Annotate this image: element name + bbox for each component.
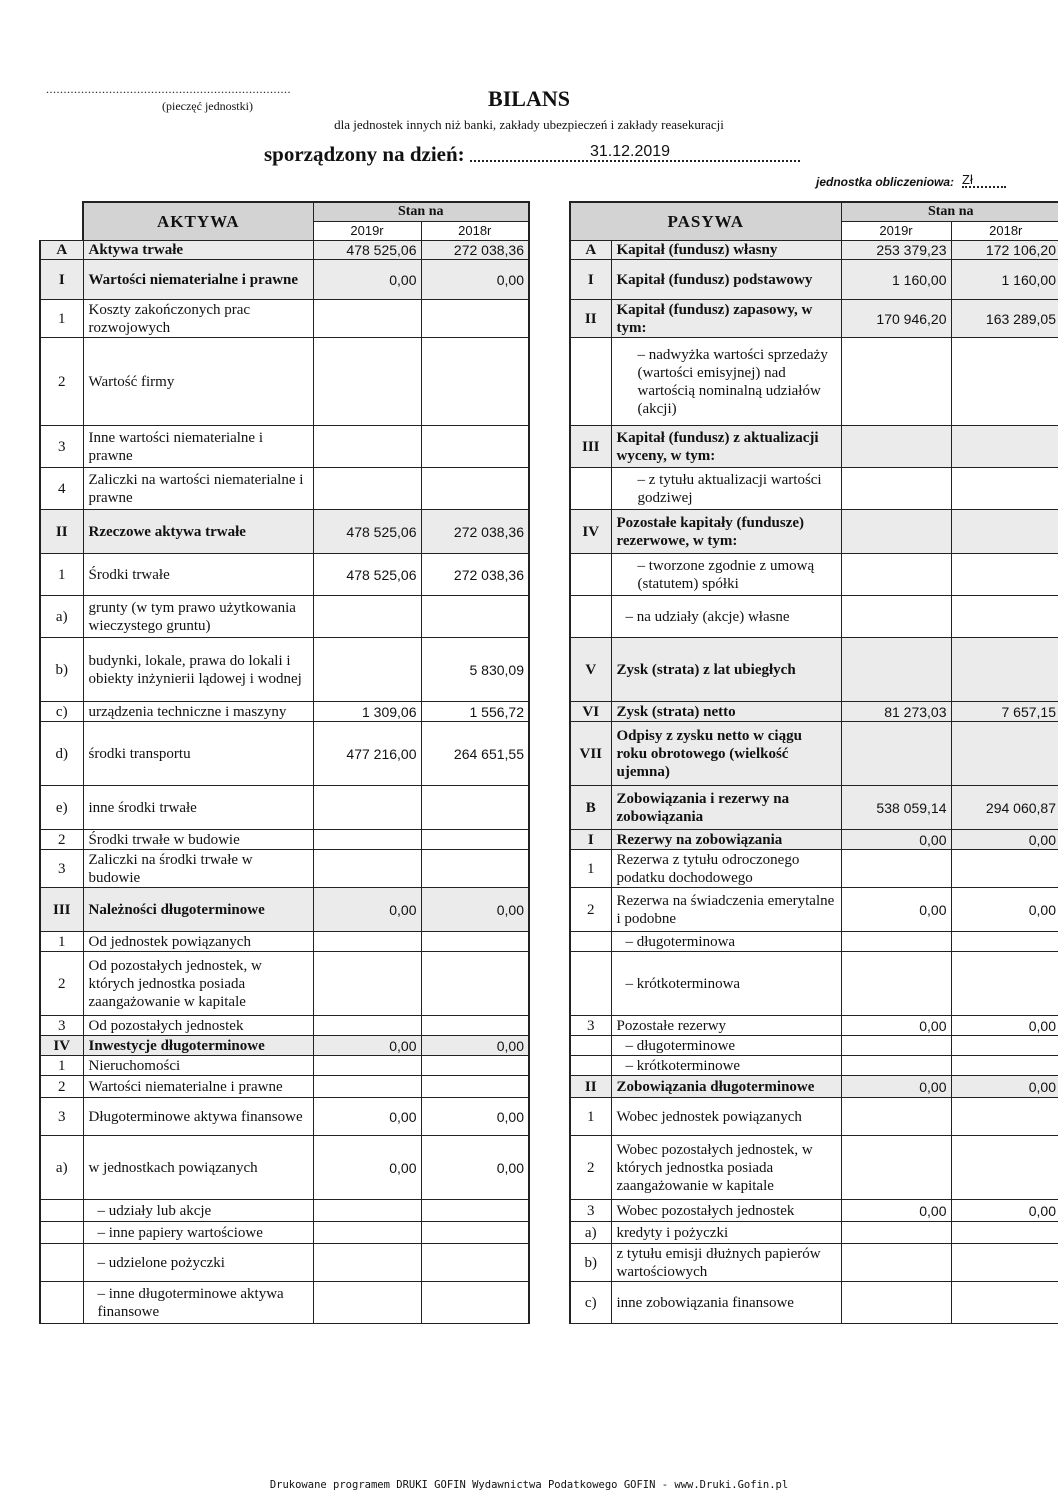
pasywa-value-2019: 0,00 bbox=[841, 1016, 951, 1036]
stamp-dots: ...................................................................... bbox=[46, 82, 291, 96]
pasywa-row-index: c) bbox=[570, 1282, 611, 1324]
pasywa-row-index: 3 bbox=[570, 1200, 611, 1222]
aktywa-row-label: inne środki trwałe bbox=[83, 786, 313, 830]
aktywa-row-label: Środki trwałe bbox=[83, 554, 313, 596]
aktywa-value-2018 bbox=[421, 1222, 529, 1244]
pasywa-value-2018: 0,00 bbox=[951, 1076, 1058, 1098]
aktywa-row-label: Długoterminowe aktywa finansowe bbox=[83, 1098, 313, 1136]
aktywa-value-2018 bbox=[421, 1076, 529, 1098]
aktywa-row-index: 3 bbox=[40, 426, 83, 468]
aktywa-row-index: 4 bbox=[40, 468, 83, 510]
aktywa-row-label: urządzenia techniczne i maszyny bbox=[83, 702, 313, 722]
pasywa-row-label: Zysk (strata) netto bbox=[611, 702, 841, 722]
pasywa-row-index bbox=[570, 932, 611, 952]
column-gap bbox=[529, 850, 570, 888]
pasywa-value-2018: 172 106,20 bbox=[951, 241, 1058, 260]
aktywa-row-index: c) bbox=[40, 702, 83, 722]
aktywa-row-label: budynki, lokale, prawa do lokali i obiekty inżynierii lądowej i wodnej bbox=[83, 638, 313, 702]
pasywa-value-2018 bbox=[951, 1136, 1058, 1200]
table-row bbox=[40, 932, 1058, 952]
column-gap bbox=[529, 1098, 570, 1136]
pasywa-value-2018 bbox=[951, 1282, 1058, 1324]
pasywa-row-label: inne zobowiązania finansowe bbox=[611, 1282, 841, 1324]
pasywa-row-index: B bbox=[570, 786, 611, 830]
table-row bbox=[40, 888, 1058, 932]
table-row bbox=[40, 510, 1058, 554]
aktywa-row-label: – inne papiery wartościowe bbox=[83, 1222, 313, 1244]
pasywa-value-2018 bbox=[951, 1244, 1058, 1282]
table-row bbox=[40, 1036, 1058, 1056]
pasywa-value-2019 bbox=[841, 554, 951, 596]
aktywa-value-2018: 1 556,72 bbox=[421, 702, 529, 722]
pasywa-row-label: – długoterminowe bbox=[611, 1036, 841, 1056]
column-gap bbox=[529, 1282, 570, 1324]
pasywa-row-label: Rezerwa z tytułu odroczonego podatku dochodowego bbox=[611, 850, 841, 888]
pasywa-value-2018: 0,00 bbox=[951, 1016, 1058, 1036]
aktywa-value-2018: 272 038,36 bbox=[421, 554, 529, 596]
column-gap bbox=[529, 888, 570, 932]
unit-dotted-line bbox=[962, 182, 1006, 188]
table-row bbox=[40, 468, 1058, 510]
column-gap bbox=[529, 1222, 570, 1244]
aktywa-value-2019 bbox=[313, 1222, 421, 1244]
pasywa-value-2018: 294 060,87 bbox=[951, 786, 1058, 830]
document-title: BILANS bbox=[488, 86, 570, 111]
aktywa-row-index: III bbox=[40, 888, 83, 932]
pasywa-value-2019: 1 160,00 bbox=[841, 260, 951, 300]
aktywa-value-2018: 0,00 bbox=[421, 888, 529, 932]
pasywa-row-label: Rezerwa na świadczenia emerytalne i podobne bbox=[611, 888, 841, 932]
aktywa-row-index: 2 bbox=[40, 952, 83, 1016]
aktywa-value-2018 bbox=[421, 1282, 529, 1324]
pasywa-row-index: VII bbox=[570, 722, 611, 786]
column-gap bbox=[529, 1056, 570, 1076]
table-row bbox=[40, 952, 1058, 1016]
pasywa-row-label: – długoterminowa bbox=[611, 932, 841, 952]
aktywa-row-label: Od pozostałych jednostek, w których jednostka posiada zaangażowanie w kapitale bbox=[83, 952, 313, 1016]
aktywa-value-2018: 272 038,36 bbox=[421, 241, 529, 260]
pasywa-row-label: – na udziały (akcje) własne bbox=[611, 596, 841, 638]
aktywa-row-label: środki transportu bbox=[83, 722, 313, 786]
pasywa-row-index: 3 bbox=[570, 1016, 611, 1036]
aktywa-value-2018 bbox=[421, 850, 529, 888]
pasywa-row-label: Kapitał (fundusz) własny bbox=[611, 241, 841, 260]
aktywa-value-2018 bbox=[421, 426, 529, 468]
pasywa-row-label: Odpisy z zysku netto w ciągu roku obrotowego (wielkość ujemna) bbox=[611, 722, 841, 786]
pasywa-row-label: Zobowiązania długoterminowe bbox=[611, 1076, 841, 1098]
pasywa-value-2018: 0,00 bbox=[951, 888, 1058, 932]
pasywa-value-2018 bbox=[951, 1098, 1058, 1136]
aktywa-value-2019: 0,00 bbox=[313, 1136, 421, 1200]
pasywa-row-label: – tworzone zgodnie z umową (statutem) spółki bbox=[611, 554, 841, 596]
pasywa-row-index: 1 bbox=[570, 1098, 611, 1136]
aktywa-row-label: Nieruchomości bbox=[83, 1056, 313, 1076]
aktywa-row-label: Aktywa trwałe bbox=[83, 241, 313, 260]
aktywa-row-label: Wartość firmy bbox=[83, 338, 313, 426]
pasywa-value-2019 bbox=[841, 850, 951, 888]
pasywa-row-index: III bbox=[570, 426, 611, 468]
aktywa-row-index: a) bbox=[40, 1136, 83, 1200]
aktywa-value-2018 bbox=[421, 596, 529, 638]
footer: Drukowane programem DRUKI GOFIN Wydawnictwa Podatkowego GOFIN - www.Druki.Gofin.pl bbox=[269, 1479, 789, 1491]
aktywa-row-index: a) bbox=[40, 596, 83, 638]
pasywa-value-2019 bbox=[841, 426, 951, 468]
stamp-label: (pieczęć jednostki) bbox=[162, 99, 253, 113]
aktywa-value-2019 bbox=[313, 1076, 421, 1098]
aktywa-row-label: Środki trwałe w budowie bbox=[83, 830, 313, 850]
pasywa-value-2019 bbox=[841, 468, 951, 510]
pasywa-row-index: b) bbox=[570, 1244, 611, 1282]
aktywa-row-index bbox=[40, 1244, 83, 1282]
pasywa-row-index bbox=[570, 338, 611, 426]
pasywa-value-2018 bbox=[951, 932, 1058, 952]
aktywa-value-2019: 478 525,06 bbox=[313, 241, 421, 260]
pasywa-value-2018 bbox=[951, 554, 1058, 596]
table-row bbox=[40, 1076, 1058, 1098]
pasywa-value-2018 bbox=[951, 952, 1058, 1016]
pasywa-value-2018: 7 657,15 bbox=[951, 702, 1058, 722]
aktywa-value-2018: 0,00 bbox=[421, 1098, 529, 1136]
pasywa-value-2019: 538 059,14 bbox=[841, 786, 951, 830]
table-row bbox=[40, 1016, 1058, 1036]
table-row bbox=[40, 338, 1058, 426]
aktywa-value-2019 bbox=[313, 300, 421, 338]
aktywa-value-2019 bbox=[313, 338, 421, 426]
aktywa-row-index: 3 bbox=[40, 1098, 83, 1136]
pasywa-value-2019 bbox=[841, 952, 951, 1016]
column-gap bbox=[529, 338, 570, 426]
column-gap bbox=[529, 1136, 570, 1200]
column-gap bbox=[529, 1036, 570, 1056]
aktywa-value-2018 bbox=[421, 338, 529, 426]
pasywa-value-2018: 1 160,00 bbox=[951, 260, 1058, 300]
aktywa-stan-header: Stan na bbox=[313, 202, 529, 222]
aktywa-row-index bbox=[40, 1222, 83, 1244]
aktywa-value-2018 bbox=[421, 932, 529, 952]
aktywa-value-2019: 0,00 bbox=[313, 1036, 421, 1056]
pasywa-row-label: Kapitał (fundusz) zapasowy, w tym: bbox=[611, 300, 841, 338]
column-gap bbox=[529, 932, 570, 952]
column-gap bbox=[529, 554, 570, 596]
aktywa-value-2019 bbox=[313, 952, 421, 1016]
aktywa-row-label: w jednostkach powiązanych bbox=[83, 1136, 313, 1200]
aktywa-value-2018 bbox=[421, 300, 529, 338]
aktywa-row-index: 2 bbox=[40, 338, 83, 426]
pasywa-value-2018 bbox=[951, 1036, 1058, 1056]
pasywa-row-index: 1 bbox=[570, 850, 611, 888]
column-gap bbox=[529, 952, 570, 1016]
pasywa-value-2019: 0,00 bbox=[841, 888, 951, 932]
pasywa-year-2019: 2019r bbox=[841, 222, 951, 241]
aktywa-row-index: b) bbox=[40, 638, 83, 702]
column-gap bbox=[529, 638, 570, 702]
table-row bbox=[40, 1200, 1058, 1222]
pasywa-row-label: Zysk (strata) z lat ubiegłych bbox=[611, 638, 841, 702]
pasywa-value-2018: 0,00 bbox=[951, 830, 1058, 850]
aktywa-value-2019 bbox=[313, 850, 421, 888]
aktywa-row-index: 3 bbox=[40, 1016, 83, 1036]
pasywa-row-index bbox=[570, 1056, 611, 1076]
column-gap bbox=[529, 510, 570, 554]
aktywa-value-2018: 272 038,36 bbox=[421, 510, 529, 554]
pasywa-value-2019 bbox=[841, 638, 951, 702]
pasywa-value-2018: 0,00 bbox=[951, 1200, 1058, 1222]
aktywa-row-index: 1 bbox=[40, 1056, 83, 1076]
aktywa-value-2019 bbox=[313, 932, 421, 952]
column-gap bbox=[529, 1244, 570, 1282]
aktywa-row-index: I bbox=[40, 260, 83, 300]
aktywa-year-2019: 2019r bbox=[313, 222, 421, 241]
pasywa-value-2018 bbox=[951, 468, 1058, 510]
table-row bbox=[40, 830, 1058, 850]
aktywa-row-index: d) bbox=[40, 722, 83, 786]
pasywa-value-2019: 253 379,23 bbox=[841, 241, 951, 260]
pasywa-stan-header: Stan na bbox=[841, 202, 1058, 222]
pasywa-value-2019 bbox=[841, 1056, 951, 1076]
table-row bbox=[40, 850, 1058, 888]
aktywa-row-index: A bbox=[40, 241, 83, 260]
pasywa-value-2019 bbox=[841, 596, 951, 638]
pasywa-value-2018 bbox=[951, 426, 1058, 468]
aktywa-value-2018: 0,00 bbox=[421, 1036, 529, 1056]
pasywa-row-index: II bbox=[570, 300, 611, 338]
aktywa-header: AKTYWA bbox=[83, 202, 313, 241]
aktywa-value-2018: 5 830,09 bbox=[421, 638, 529, 702]
aktywa-row-label: Od pozostałych jednostek bbox=[83, 1016, 313, 1036]
pasywa-row-label: kredyty i pożyczki bbox=[611, 1222, 841, 1244]
aktywa-year-2018: 2018r bbox=[421, 222, 529, 241]
pasywa-value-2018 bbox=[951, 1222, 1058, 1244]
aktywa-row-index: 3 bbox=[40, 850, 83, 888]
pasywa-value-2019 bbox=[841, 1136, 951, 1200]
aktywa-row-label: Wartości niematerialne i prawne bbox=[83, 260, 313, 300]
unit-label: jednostka obliczeniowa: bbox=[816, 175, 955, 189]
pasywa-value-2019 bbox=[841, 510, 951, 554]
pasywa-value-2019 bbox=[841, 1244, 951, 1282]
pasywa-value-2018 bbox=[951, 1056, 1058, 1076]
pasywa-value-2018 bbox=[951, 722, 1058, 786]
column-gap bbox=[529, 468, 570, 510]
pasywa-value-2018 bbox=[951, 638, 1058, 702]
pasywa-value-2018 bbox=[951, 338, 1058, 426]
aktywa-value-2019 bbox=[313, 830, 421, 850]
column-gap bbox=[529, 241, 570, 260]
aktywa-row-index bbox=[40, 1282, 83, 1324]
table-row bbox=[40, 300, 1058, 338]
aktywa-value-2018 bbox=[421, 786, 529, 830]
pasywa-value-2018 bbox=[951, 596, 1058, 638]
aktywa-row-label: Wartości niematerialne i prawne bbox=[83, 1076, 313, 1098]
pasywa-value-2019: 0,00 bbox=[841, 1076, 951, 1098]
aktywa-value-2018 bbox=[421, 1056, 529, 1076]
table-row bbox=[40, 1136, 1058, 1200]
aktywa-row-label: Koszty zakończonych prac rozwojowych bbox=[83, 300, 313, 338]
pasywa-row-label: Pozostałe kapitały (fundusze) rezerwowe, w tym: bbox=[611, 510, 841, 554]
pasywa-row-label: Rezerwy na zobowiązania bbox=[611, 830, 841, 850]
aktywa-row-label: Inne wartości niematerialne i prawne bbox=[83, 426, 313, 468]
aktywa-value-2019 bbox=[313, 638, 421, 702]
aktywa-row-label: Należności długoterminowe bbox=[83, 888, 313, 932]
pasywa-row-index bbox=[570, 554, 611, 596]
aktywa-row-index: 2 bbox=[40, 830, 83, 850]
aktywa-value-2019 bbox=[313, 1282, 421, 1324]
pasywa-row-index bbox=[570, 952, 611, 1016]
aktywa-row-index: 1 bbox=[40, 554, 83, 596]
pasywa-value-2018 bbox=[951, 850, 1058, 888]
aktywa-value-2019 bbox=[313, 596, 421, 638]
pasywa-row-label: Wobec jednostek powiązanych bbox=[611, 1098, 841, 1136]
pasywa-row-label: Wobec pozostałych jednostek, w których jednostka posiada zaangażowanie w kapitale bbox=[611, 1136, 841, 1200]
aktywa-value-2019 bbox=[313, 786, 421, 830]
pasywa-row-label: – krótkoterminowa bbox=[611, 952, 841, 1016]
pasywa-value-2018: 163 289,05 bbox=[951, 300, 1058, 338]
pasywa-row-index bbox=[570, 1036, 611, 1056]
table-row bbox=[40, 596, 1058, 638]
pasywa-row-index: A bbox=[570, 241, 611, 260]
aktywa-value-2018 bbox=[421, 1016, 529, 1036]
pasywa-header: PASYWA bbox=[570, 202, 841, 241]
table-row bbox=[40, 1222, 1058, 1244]
pasywa-row-label: – z tytułu aktualizacji wartości godziwej bbox=[611, 468, 841, 510]
unit-value: Zł bbox=[962, 172, 973, 187]
table-row bbox=[40, 1098, 1058, 1136]
table-row bbox=[40, 241, 1058, 260]
column-gap bbox=[529, 1200, 570, 1222]
pasywa-value-2019 bbox=[841, 722, 951, 786]
aktywa-value-2018: 0,00 bbox=[421, 260, 529, 300]
column-gap bbox=[529, 1076, 570, 1098]
aktywa-value-2019 bbox=[313, 426, 421, 468]
aktywa-row-index: 1 bbox=[40, 300, 83, 338]
pasywa-value-2019: 0,00 bbox=[841, 1200, 951, 1222]
aktywa-value-2019 bbox=[313, 468, 421, 510]
pasywa-year-2018: 2018r bbox=[951, 222, 1058, 241]
column-gap bbox=[529, 830, 570, 850]
aktywa-row-label: Zaliczki na środki trwałe w budowie bbox=[83, 850, 313, 888]
table-row bbox=[40, 554, 1058, 596]
pasywa-value-2019 bbox=[841, 1282, 951, 1324]
table-row bbox=[40, 638, 1058, 702]
aktywa-value-2019: 0,00 bbox=[313, 888, 421, 932]
table-row bbox=[40, 1244, 1058, 1282]
column-gap bbox=[529, 596, 570, 638]
column-gap bbox=[529, 786, 570, 830]
pasywa-row-index: IV bbox=[570, 510, 611, 554]
aktywa-row-label: – udzielone pożyczki bbox=[83, 1244, 313, 1282]
pasywa-row-label: Zobowiązania i rezerwy na zobowiązania bbox=[611, 786, 841, 830]
table-row bbox=[40, 786, 1058, 830]
aktywa-value-2018: 264 651,55 bbox=[421, 722, 529, 786]
pasywa-row-label: Pozostałe rezerwy bbox=[611, 1016, 841, 1036]
pasywa-row-index: I bbox=[570, 830, 611, 850]
aktywa-value-2019: 478 525,06 bbox=[313, 554, 421, 596]
aktywa-value-2018: 0,00 bbox=[421, 1136, 529, 1200]
aktywa-value-2019: 478 525,06 bbox=[313, 510, 421, 554]
document-subtitle: dla jednostek innych niż banki, zakłady ubezpieczeń i zakłady reasekuracji bbox=[334, 117, 724, 132]
pasywa-row-label: – nadwyżka wartości sprzedaży (wartości emisyjnej) nad wartością nominalną udziałów (akcji) bbox=[611, 338, 841, 426]
column-gap bbox=[529, 260, 570, 300]
aktywa-value-2019 bbox=[313, 1016, 421, 1036]
pasywa-value-2019 bbox=[841, 932, 951, 952]
table-row bbox=[40, 1056, 1058, 1076]
table-row bbox=[40, 426, 1058, 468]
date-value: 31.12.2019 bbox=[590, 143, 671, 160]
aktywa-row-label: Od jednostek powiązanych bbox=[83, 932, 313, 952]
aktywa-value-2019 bbox=[313, 1200, 421, 1222]
column-gap bbox=[529, 426, 570, 468]
pasywa-row-index: 2 bbox=[570, 1136, 611, 1200]
aktywa-row-label: – inne długoterminowe aktywa finansowe bbox=[83, 1282, 313, 1324]
pasywa-row-label: z tytułu emisji dłużnych papierów wartościowych bbox=[611, 1244, 841, 1282]
aktywa-value-2018 bbox=[421, 1200, 529, 1222]
pasywa-value-2019 bbox=[841, 338, 951, 426]
aktywa-value-2018 bbox=[421, 468, 529, 510]
aktywa-value-2019 bbox=[313, 1056, 421, 1076]
aktywa-row-label: grunty (w tym prawo użytkowania wieczystego gruntu) bbox=[83, 596, 313, 638]
aktywa-row-label: – udziały lub akcje bbox=[83, 1200, 313, 1222]
pasywa-row-index bbox=[570, 596, 611, 638]
pasywa-row-index: a) bbox=[570, 1222, 611, 1244]
pasywa-value-2018 bbox=[951, 510, 1058, 554]
column-gap bbox=[529, 1016, 570, 1036]
aktywa-row-index bbox=[40, 1200, 83, 1222]
table-row bbox=[40, 702, 1058, 722]
balance-sheet-table bbox=[39, 201, 1058, 1324]
column-gap bbox=[529, 702, 570, 722]
aktywa-value-2019: 1 309,06 bbox=[313, 702, 421, 722]
pasywa-value-2019 bbox=[841, 1098, 951, 1136]
aktywa-value-2019 bbox=[313, 1244, 421, 1282]
column-gap bbox=[529, 722, 570, 786]
aktywa-value-2019: 0,00 bbox=[313, 1098, 421, 1136]
pasywa-row-index bbox=[570, 468, 611, 510]
pasywa-row-index: 2 bbox=[570, 888, 611, 932]
date-label: sporządzony na dzień: bbox=[264, 142, 465, 166]
pasywa-value-2019: 0,00 bbox=[841, 830, 951, 850]
pasywa-row-label: Kapitał (fundusz) podstawowy bbox=[611, 260, 841, 300]
pasywa-row-label: Wobec pozostałych jednostek bbox=[611, 1200, 841, 1222]
aktywa-value-2019: 0,00 bbox=[313, 260, 421, 300]
aktywa-value-2018 bbox=[421, 952, 529, 1016]
pasywa-row-index: II bbox=[570, 1076, 611, 1098]
pasywa-row-label: Kapitał (fundusz) z aktualizacji wyceny, w tym: bbox=[611, 426, 841, 468]
aktywa-row-index: IV bbox=[40, 1036, 83, 1056]
aktywa-row-index: 1 bbox=[40, 932, 83, 952]
pasywa-row-index: VI bbox=[570, 702, 611, 722]
table-row bbox=[40, 722, 1058, 786]
pasywa-row-index: V bbox=[570, 638, 611, 702]
aktywa-row-index: e) bbox=[40, 786, 83, 830]
aktywa-value-2018 bbox=[421, 1244, 529, 1282]
table-row bbox=[40, 260, 1058, 300]
pasywa-value-2019 bbox=[841, 1222, 951, 1244]
aktywa-row-label: Zaliczki na wartości niematerialne i prawne bbox=[83, 468, 313, 510]
aktywa-row-index: 2 bbox=[40, 1076, 83, 1098]
pasywa-row-label: – krótkoterminowe bbox=[611, 1056, 841, 1076]
pasywa-value-2019 bbox=[841, 1036, 951, 1056]
aktywa-value-2018 bbox=[421, 830, 529, 850]
pasywa-value-2019: 81 273,03 bbox=[841, 702, 951, 722]
column-gap bbox=[529, 300, 570, 338]
pasywa-row-index: I bbox=[570, 260, 611, 300]
table-row bbox=[40, 1282, 1058, 1324]
aktywa-row-label: Inwestycje długoterminowe bbox=[83, 1036, 313, 1056]
pasywa-value-2019: 170 946,20 bbox=[841, 300, 951, 338]
aktywa-value-2019: 477 216,00 bbox=[313, 722, 421, 786]
aktywa-row-index: II bbox=[40, 510, 83, 554]
aktywa-row-label: Rzeczowe aktywa trwałe bbox=[83, 510, 313, 554]
